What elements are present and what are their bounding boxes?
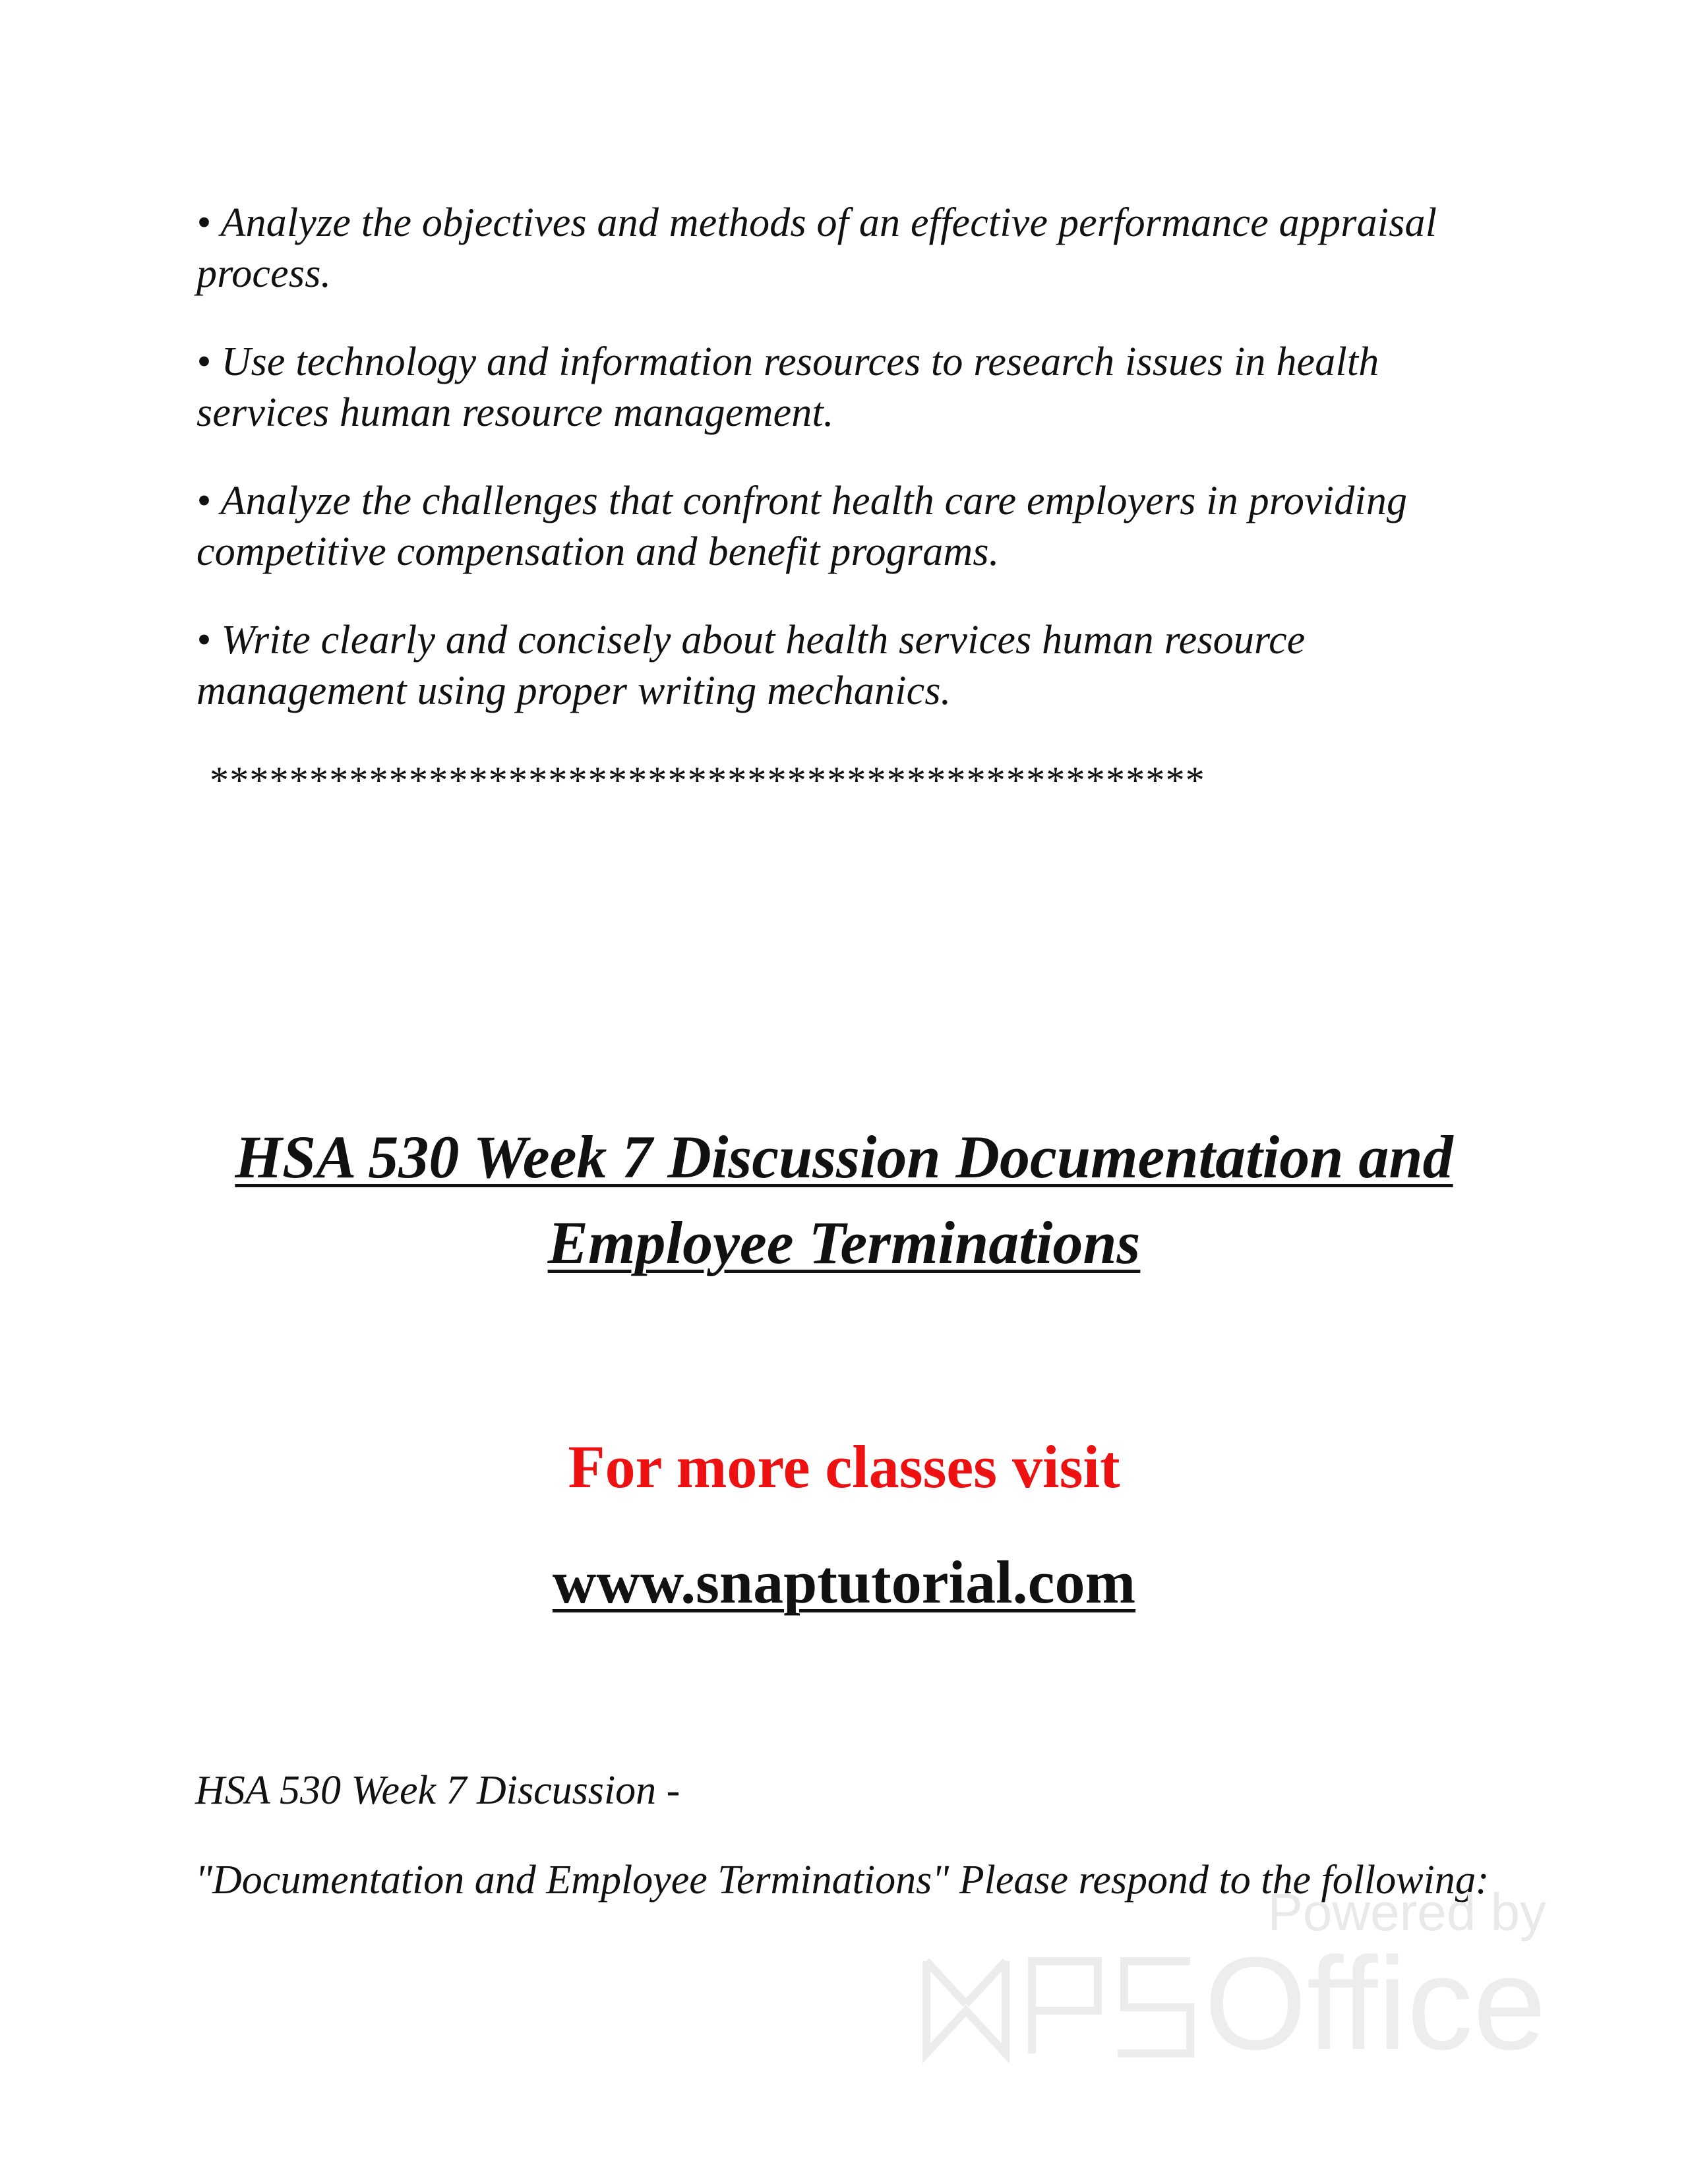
objective-item: • Analyze the challenges that confront health care employers in providing competitive compensation and benefit programs. (196, 479, 1408, 574)
powered-by-text: Powered by (1267, 1883, 1546, 1941)
wps-logo-icon (920, 1948, 1546, 2067)
objective-item: • Use technology and information resources to research issues in health services human resource management. (196, 339, 1379, 435)
website-link[interactable]: www.snaptutorial.com (552, 1549, 1136, 1616)
objectives-list (196, 198, 1502, 754)
discussion-prompt: "Documentation and Employee Terminations" Please respond to the following: (195, 1858, 1490, 1903)
discussion-heading: HSA 530 Week 7 Discussion - (195, 1768, 680, 1813)
objective-item: • Analyze the objectives and methods of an effective performance appraisal process. (196, 200, 1437, 296)
promo-text: For more classes visit (568, 1433, 1120, 1500)
wps-office-watermark (920, 1882, 1546, 2080)
objective-item: • Write clearly and concisely about health services human resource management using proper writing mechanics. (196, 618, 1306, 713)
document-title: HSA 530 Week 7 Discussion Documentation and Employee Terminations (235, 1123, 1453, 1276)
office-text: Office (1204, 1930, 1546, 2077)
asterisk-separator: ************************************************** (210, 759, 1205, 802)
